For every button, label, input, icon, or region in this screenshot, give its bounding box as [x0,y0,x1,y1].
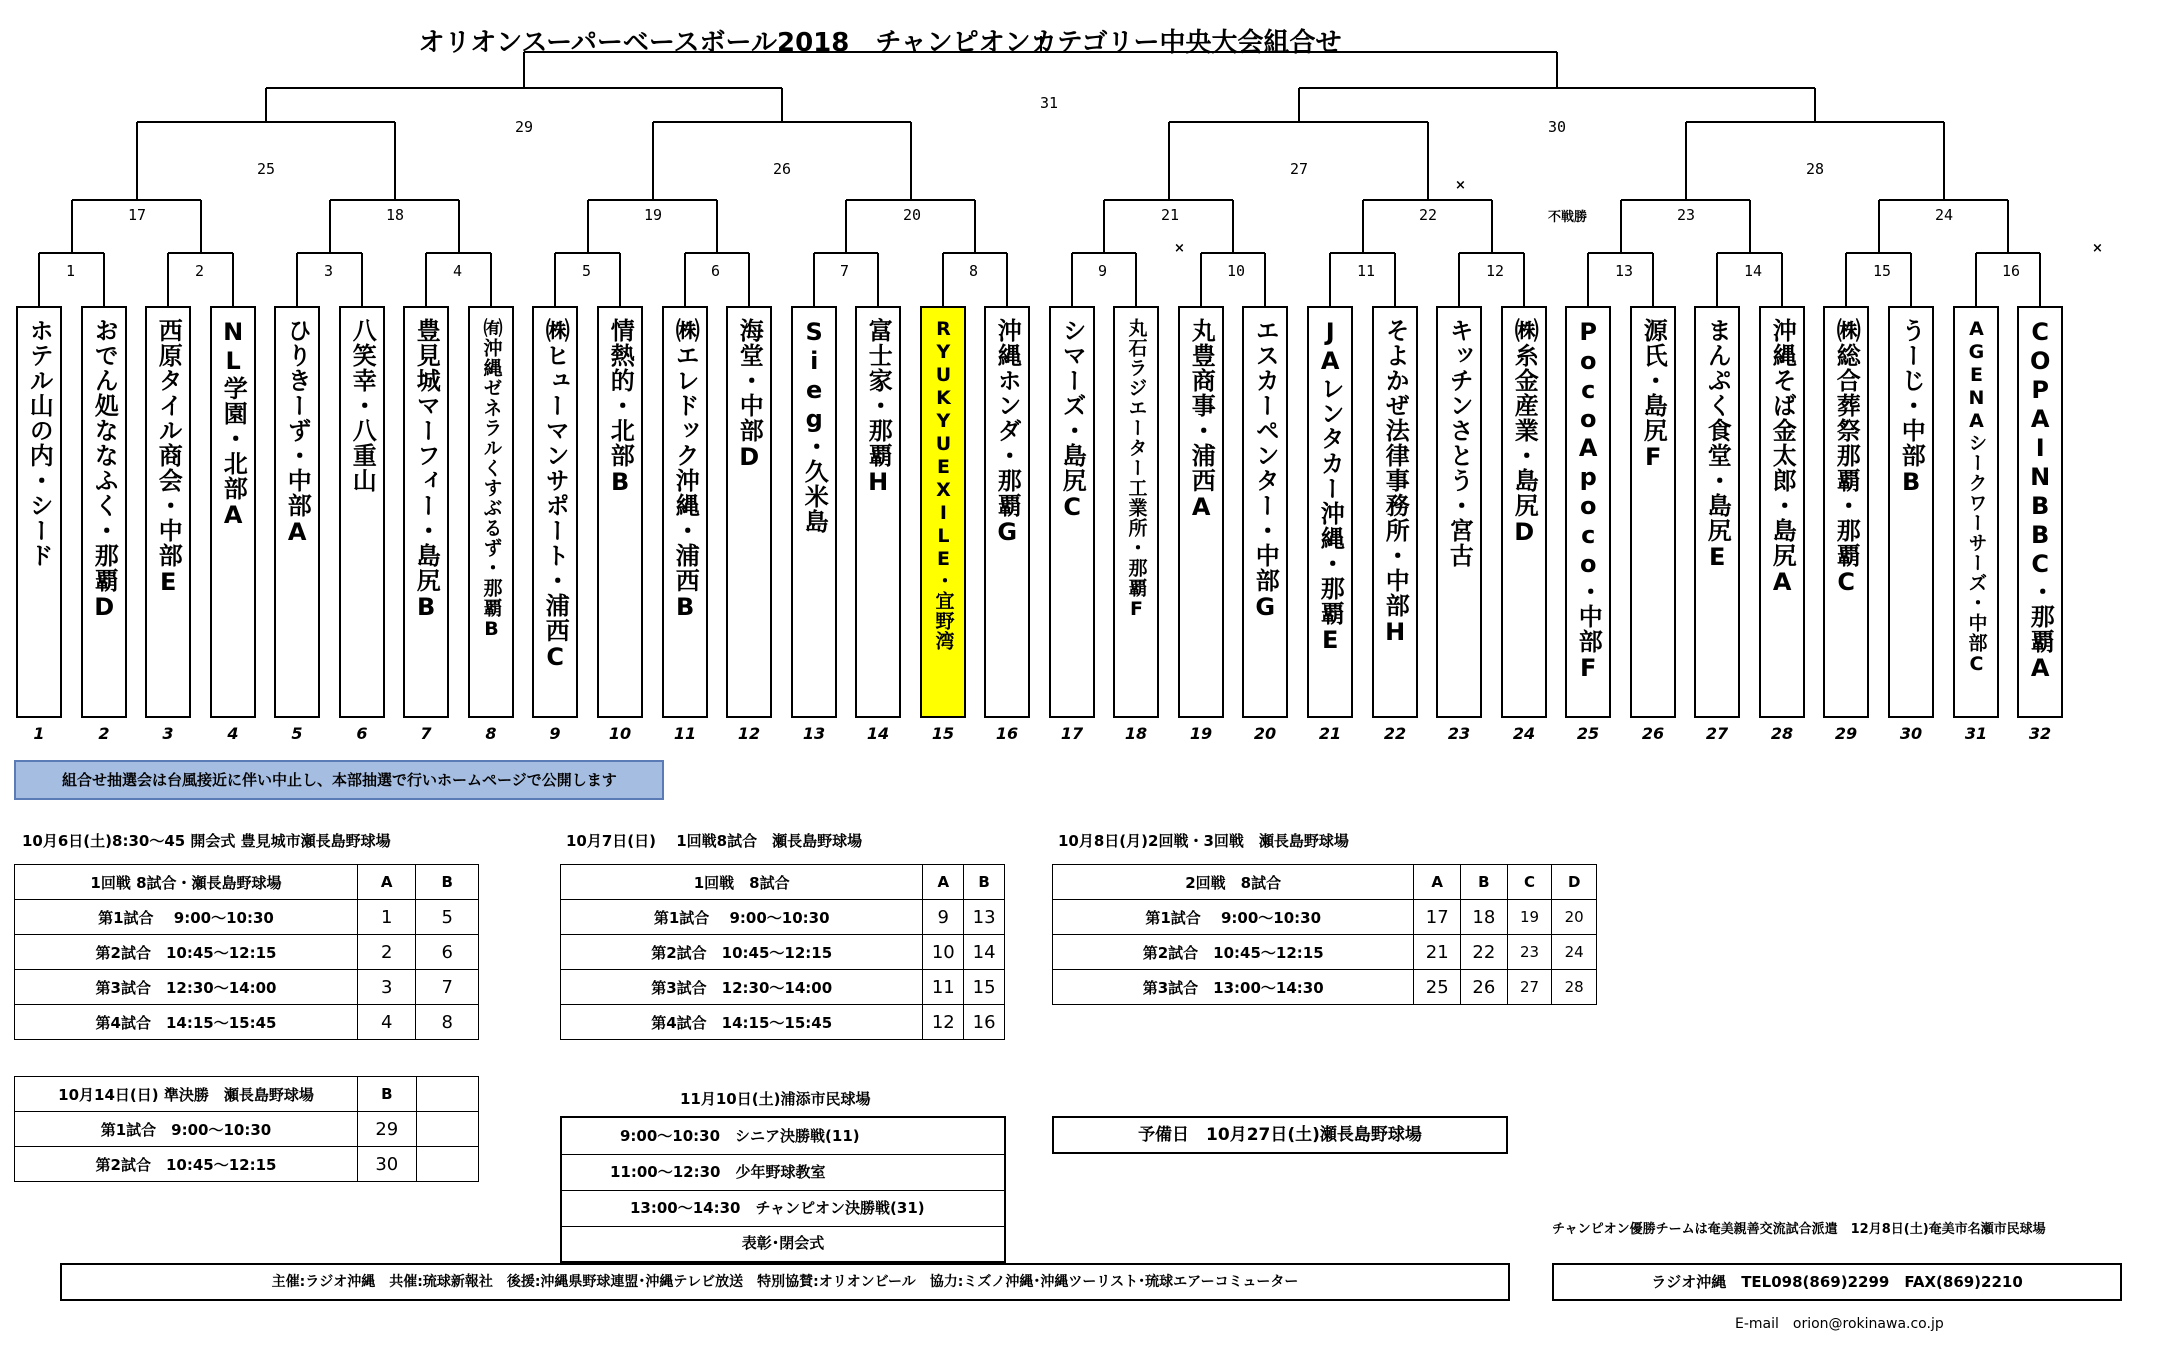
header-cell: A [1414,865,1461,900]
team-number: 17 [1060,724,1084,743]
team-box [1242,306,1288,718]
match-number: 23 [1677,206,1696,224]
match-number: 24 [1935,206,1954,224]
team-name: そよかぜ法律事務所・中部H [1381,318,1410,647]
team-box [662,306,708,718]
cross-mark: × [1174,241,1185,256]
team-name: 沖縄ホンダ・那覇G [993,318,1022,547]
page-title: オリオンスーパーベースボール2018 チャンピオンカテゴリー中央大会組合せ [418,28,1342,58]
walkover-tag: 不戦勝 [1548,210,1588,225]
time-cell: 第1試合 9:00～10:30 [15,1112,358,1147]
team-box [1823,306,1869,718]
match-number: 5 [582,262,592,280]
team-name: 八笑幸・八重山 [348,318,377,493]
match-number: 2 [195,262,205,280]
team-name: ㈱糸金産業・島尻D [1510,318,1539,547]
day3-table [1052,864,1597,1005]
match-number: 1 [66,262,76,280]
team-box [339,306,385,718]
match-number: 11 [1357,262,1376,280]
match-number: 16 [2002,262,2021,280]
header-cell: A [357,865,416,900]
match-number: 15 [1873,262,1892,280]
team-name: 西原タイル商会・中部E [154,318,183,597]
team-name: うーじ・中部B [1897,318,1926,497]
match-cell: 12 [923,1005,964,1040]
team-box [1565,306,1611,718]
match-number: 6 [711,262,721,280]
match-cell: 28 [1552,970,1597,1005]
match-cell: 8 [416,1005,479,1040]
team-number: 3 [162,724,174,743]
table-row [15,970,479,1005]
table-row [561,935,1005,970]
match-cell: 9 [923,900,964,935]
match-cell: 18 [1461,900,1508,935]
cross-mark: × [2092,241,2103,256]
contact: ラジオ沖縄 TEL098(869)2299 FAX(869)2210 [1552,1263,2122,1301]
empty-cell [416,1077,478,1112]
day2-table [560,864,1005,1040]
time-cell: 第1試合 9:00～10:30 [15,900,358,935]
team-name: NL学園・北部A [219,318,248,530]
team-number: 6 [356,724,368,743]
time-cell: 第4試合 14:15～15:45 [15,1005,358,1040]
day2-label: 10月7日(日) 1回戦8試合 瀬長島野球場 [566,832,863,850]
team-number: 30 [1899,724,1923,743]
match-cell: 21 [1414,935,1461,970]
team-name: まんぷく食堂・島尻E [1703,318,1732,572]
match-cell: 13 [964,900,1005,935]
match-cell: 2 [357,935,416,970]
table-row [15,1005,479,1040]
match-number: 20 [903,206,922,224]
match-cell: 20 [1552,900,1597,935]
team-box [597,306,643,718]
table-row [1053,935,1597,970]
team-number: 4 [227,724,239,743]
match-number: 21 [1161,206,1180,224]
header-cell: 1回戦 8試合・瀬長島野球場 [15,865,358,900]
table-row [15,900,479,935]
final-schedule [560,1116,1006,1263]
team-number: 20 [1253,724,1277,743]
cross-mark: × [1455,178,1466,193]
team-number: 10 [608,724,632,743]
team-box [1759,306,1805,718]
table-row [15,935,479,970]
team-box [1436,306,1482,718]
match-number: 28 [1806,160,1825,178]
header-cell: 1回戦 8試合 [561,865,923,900]
team-number: 12 [737,724,761,743]
team-name: 情熱的・北部B [606,318,635,497]
day1-label: 10月6日(土)8:30～45 開会式 豊見城市瀬長島野球場 [22,832,391,850]
team-number: 13 [802,724,826,743]
match-cell: 16 [964,1005,1005,1040]
team-name: RYUKYUEXILE・宜野湾 [932,318,955,651]
team-box [1888,306,1934,718]
email: E-mail orion@rokinawa.co.jp [1735,1316,1944,1332]
team-name: 富士家・那覇H [864,318,893,497]
time-cell: 第4試合 14:15～15:45 [561,1005,923,1040]
header-cell: 2回戦 8試合 [1053,865,1414,900]
team-number: 7 [420,724,432,743]
match-cell: 5 [416,900,479,935]
team-number: 31 [1964,724,1988,743]
team-name: 丸豊商事・浦西A [1187,318,1216,522]
team-name: 海堂・中部D [735,318,764,472]
team-number: 8 [485,724,497,743]
match-cell: 10 [923,935,964,970]
team-box [81,306,127,718]
team-name: JAレンタカー沖縄・那覇E [1316,318,1345,655]
final-row: 9:00～10:30 シニア決勝戦(11) [562,1118,1004,1155]
team-box [855,306,901,718]
time-cell: 第1試合 9:00～10:30 [561,900,923,935]
team-box [1113,306,1159,718]
team-number: 29 [1834,724,1858,743]
team-box [274,306,320,718]
header-cell: 10月14日(日) 準決勝 瀬長島野球場 [15,1077,358,1112]
team-name: キッチンさとう・宮古 [1445,318,1474,568]
match-number: 27 [1290,160,1309,178]
team-box [468,306,514,718]
match-number: 30 [1548,118,1567,136]
table-row [1053,970,1597,1005]
header-cell: C [1507,865,1552,900]
match-cell: 24 [1552,935,1597,970]
match-number: 18 [386,206,405,224]
match-cell: 14 [964,935,1005,970]
team-box [1049,306,1095,718]
team-number: 28 [1770,724,1794,743]
match-cell: 1 [357,900,416,935]
time-cell: 第2試合 10:45～12:15 [1053,935,1414,970]
team-box [726,306,772,718]
team-box [1307,306,1353,718]
time-cell: 第2試合 10:45～12:15 [561,935,923,970]
match-cell: 25 [1414,970,1461,1005]
time-cell: 第1試合 9:00～10:30 [1053,900,1414,935]
match-cell: 7 [416,970,479,1005]
team-name: ㈱ヒューマンサポート・浦西C [541,318,570,672]
team-box [791,306,837,718]
team-number: 26 [1641,724,1665,743]
match-cell: 4 [357,1005,416,1040]
team-name: 豊見城マーフィー・島尻B [412,318,441,622]
team-box [1501,306,1547,718]
table-row [1053,900,1597,935]
match-cell: 15 [964,970,1005,1005]
time-cell: 第2試合 10:45～12:15 [15,1147,358,1182]
amami-note: チャンピオン優勝チームは奄美親善交流試合派遣 12月8日(土)奄美市名瀬市民球場 [1552,1222,2046,1237]
team-name: おでん処ななふく・那覇D [90,318,119,622]
day3-label: 10月8日(月)2回戦・3回戦 瀬長島野球場 [1058,832,1349,850]
team-number: 5 [291,724,303,743]
match-number: 29 [515,118,534,136]
match-number: 19 [644,206,663,224]
team-name: シマーズ・島尻C [1058,318,1087,522]
team-number: 15 [931,724,955,743]
final-row: 11:00～12:30 少年野球教室 [562,1154,1004,1191]
match-number: 10 [1227,262,1246,280]
match-cell: 6 [416,935,479,970]
match-cell: 19 [1507,900,1552,935]
table-row [561,970,1005,1005]
table-header [15,1077,479,1112]
table-row [561,900,1005,935]
match-cell: 3 [357,970,416,1005]
reserve-day: 予備日 10月27日(土)瀬長島野球場 [1052,1116,1508,1154]
empty-cell [416,1147,478,1182]
team-name: ㈱総合葬祭那覇・那覇C [1832,318,1861,597]
match-number: 31 [1040,94,1059,112]
match-cell: 27 [1507,970,1552,1005]
team-box [920,306,966,718]
time-cell: 第3試合 12:30～14:00 [15,970,358,1005]
match-number: 7 [840,262,850,280]
match-number: 14 [1744,262,1763,280]
team-name: ホテル山の内・シード [25,318,54,568]
team-number: 32 [2028,724,2052,743]
match-cell: 11 [923,970,964,1005]
match-number: 9 [1098,262,1108,280]
team-box [2017,306,2063,718]
semifinal-table [14,1076,479,1182]
match-number: 22 [1419,206,1438,224]
team-number: 16 [995,724,1019,743]
sponsors: 主催:ラジオ沖縄 共催:琉球新報社 後援:沖縄県野球連盟･沖縄テレビ放送 特別協賛:オリオンビール 協力:ミズノ沖縄･沖縄ツーリスト･琉球エアーコミューター [60,1263,1510,1301]
team-number: 18 [1124,724,1148,743]
team-box [16,306,62,718]
time-cell: 第3試合 12:30～14:00 [561,970,923,1005]
team-number: 19 [1189,724,1213,743]
team-box [532,306,578,718]
time-cell: 第3試合 13:00～14:30 [1053,970,1414,1005]
team-number: 24 [1512,724,1536,743]
match-cell: 29 [357,1112,416,1147]
match-cell: 30 [357,1147,416,1182]
team-number: 14 [866,724,890,743]
team-number: 1 [33,724,45,743]
time-cell: 第2試合 10:45～12:15 [15,935,358,970]
final-row: 13:00～14:30 チャンピオン決勝戦(31) [562,1190,1004,1227]
header-cell: B [357,1077,416,1112]
match-number: 13 [1615,262,1634,280]
match-number: 4 [453,262,463,280]
notice-banner: 組合せ抽選会は台風接近に伴い中止し、本部抽選で行いホームページで公開します [14,760,664,800]
match-number: 3 [324,262,334,280]
match-number: 26 [773,160,792,178]
team-name: PocoApoco・中部F [1574,318,1603,683]
team-box [1372,306,1418,718]
header-cell: B [416,865,479,900]
team-name: 源氏・島尻F [1639,318,1668,472]
match-number: 8 [969,262,979,280]
header-cell: B [1461,865,1508,900]
header-cell: A [923,865,964,900]
team-name: エスカーペンター・中部G [1251,318,1280,622]
team-name: AGENAシークワーサーズ・中部C [1965,318,1988,676]
team-name: COPAINBBC・那覇A [2026,318,2055,683]
day1-table [14,864,479,1040]
match-number: 25 [257,160,276,178]
team-box [210,306,256,718]
header-cell: D [1552,865,1597,900]
team-number: 22 [1383,724,1407,743]
team-name: Sieg・久米島 [800,318,829,534]
match-number: 17 [128,206,147,224]
team-name: 沖縄そば金太郎・島尻A [1768,318,1797,597]
team-name: ㈲沖縄ゼネラルくすぶるず・那覇B [480,318,503,641]
match-cell: 23 [1507,935,1552,970]
team-box [984,306,1030,718]
team-number: 2 [98,724,110,743]
table-row [15,1147,479,1182]
table-row [15,1112,479,1147]
team-name: ㈱エレドック沖縄・浦西B [671,318,700,622]
match-number: 12 [1486,262,1505,280]
team-number: 9 [549,724,561,743]
table-header [561,865,1005,900]
team-number: 11 [673,724,697,743]
team-number: 21 [1318,724,1342,743]
team-box [1953,306,1999,718]
header-cell: B [964,865,1005,900]
team-number: 27 [1705,724,1729,743]
team-box [1178,306,1224,718]
table-header [1053,865,1597,900]
team-name: ひりきーず・中部A [283,318,312,547]
team-box [1630,306,1676,718]
match-cell: 22 [1461,935,1508,970]
team-box [145,306,191,718]
empty-cell [416,1112,478,1147]
team-name: 丸石ラジエーター工業所・那覇F [1125,318,1148,621]
match-cell: 17 [1414,900,1461,935]
match-cell: 26 [1461,970,1508,1005]
table-header [15,865,479,900]
team-number: 25 [1576,724,1600,743]
final-row: 表彰･閉会式 [741,1234,825,1252]
team-box [1694,306,1740,718]
final-label: 11月10日(土)浦添市民球場 [680,1090,871,1108]
team-box [403,306,449,718]
table-row [561,1005,1005,1040]
team-number: 23 [1447,724,1471,743]
